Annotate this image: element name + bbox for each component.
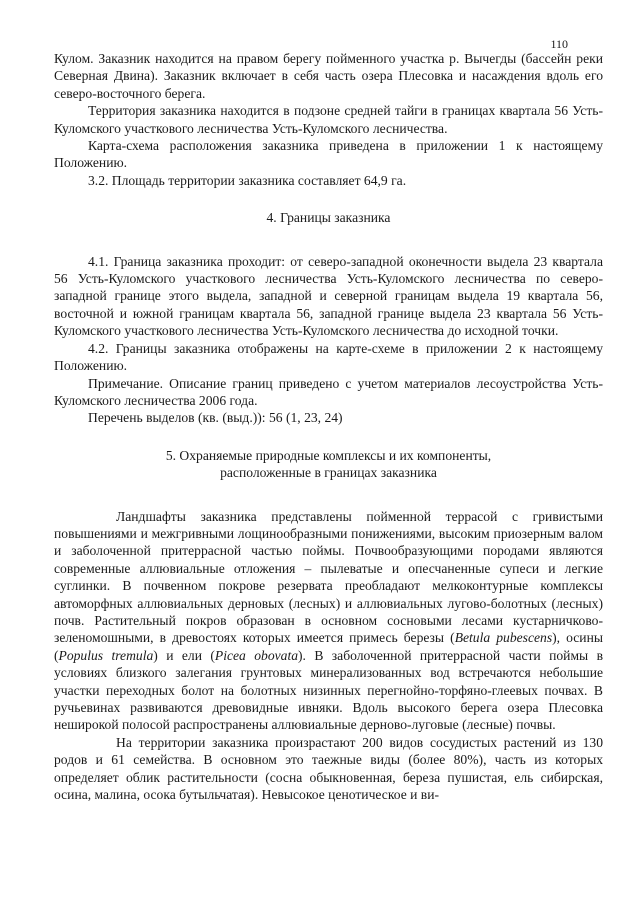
section5-heading-line2: расположенные в границах заказника [220,465,437,481]
section3-paragraph-2: Территория заказника находится в подзоне средней тайги в границах квартала 56 Усть-Куломского участкового лесничества Усть-Куломского лесничества. [54,103,603,136]
section4-parcel-list: Перечень выделов (кв. (выд.)): 56 (1, 23, 24) [88,410,343,426]
section5-p1-text-c: ) и ели ( [153,647,215,663]
latin-name-populus: Populus tremula [58,647,154,663]
section3-paragraph-1: Кулом. Заказник находится на правом берегу пойменного участка р. Вычегды (бассейн реки Северная Двина). Заказник включает в себя часть озера Плесовка и насаждения вдоль его северо-восточного берега. [54,51,603,101]
page-number: 110 [550,37,568,51]
section4-note: Примечание. Описание границ приведено с учетом материалов лесоустройства Усть-Куломского лесничества 2006 года. [54,375,603,408]
page-content [54,50,603,803]
document-page [54,0,603,905]
section3-paragraph-4: 3.2. Площадь территории заказника составляет 64,9 га. [88,172,407,188]
latin-name-betula: Betula pubescens [454,630,553,646]
section5-heading-line1: 5. Охраняемые природные комплексы и их компоненты, [165,447,492,463]
section4-paragraph-2: 4.2. Границы заказника отображены на карте-схеме в приложении 2 к настоящему Положению. [54,340,603,374]
section5-paragraph-1 [54,508,603,734]
latin-name-picea: Picea obovata [214,647,299,663]
section3-paragraph-3: Карта-схема расположения заказника приведена в приложении 1 к настоящему Положению. [54,138,603,171]
section4-heading: 4. Границы заказника [266,210,391,226]
section5-p1-text-b: ), осины ( [54,630,603,663]
section5-p1-text-d: ). В заболоченной притеррасной части поймы в условиях близкого залегания грунтовых минерализованных вод встречаются небольшие участки переходных болот на болотных низинных перегнойно-торфяно-глеевых почвах. В ручьевинах развиваются древовидные ивняки. Вдоль высокого берега озера Плесовка неширокой полосой распространены аллювиальные дерново-луговые (лесные) почвы. [54,647,603,733]
section5-p1-text-a: Ландшафты заказника представлены пойменной террасой с гривистыми повышениями и межгривными лощинообразными понижениями, высоким приозерным валом и заболоченной притеррасной частью поймы. Почвообразующими породами являются современные аллювиальные отложения – пылеватые и опесчаненные супеси и легкие суглинки. В почвенном покрове резервата преобладают мелкоконтурные комплексы автоморфных аллювиальных дерновых (лесных) и аллювиальных лугово-болотных (лесных) почв. Растительный покров образован в основном сосновыми лесами кустарничково-зеленомошными, в древостоях которых имеется примесь березы ( [54,508,603,646]
section5-paragraph-2: На территории заказника произрастают 200 видов сосудистых растений из 130 родов и 61 семейства. В основном это таежные виды (более 80%), часть из которых определяет облик растительности (сосна обыкновенная, береза пушистая, ель сибирская, осина, малина, осока бутыльчатая). Невысокое ценотическое и ви- [54,734,603,803]
section4-paragraph-1: 4.1. Граница заказника проходит: от северо-западной оконечности выдела 23 квартала 56 Усть-Куломского участкового лесничества Усть-Куломского лесничества по северо-западной границе этого выдела, западной и северной границам выдела 19 квартала 56, восточной и южной границам квартала 56, западной границе выдела 23 квартала 56 Усть-Куломского участкового лесничества Усть-Куломского лесничества до исходной точки. [54,253,603,339]
